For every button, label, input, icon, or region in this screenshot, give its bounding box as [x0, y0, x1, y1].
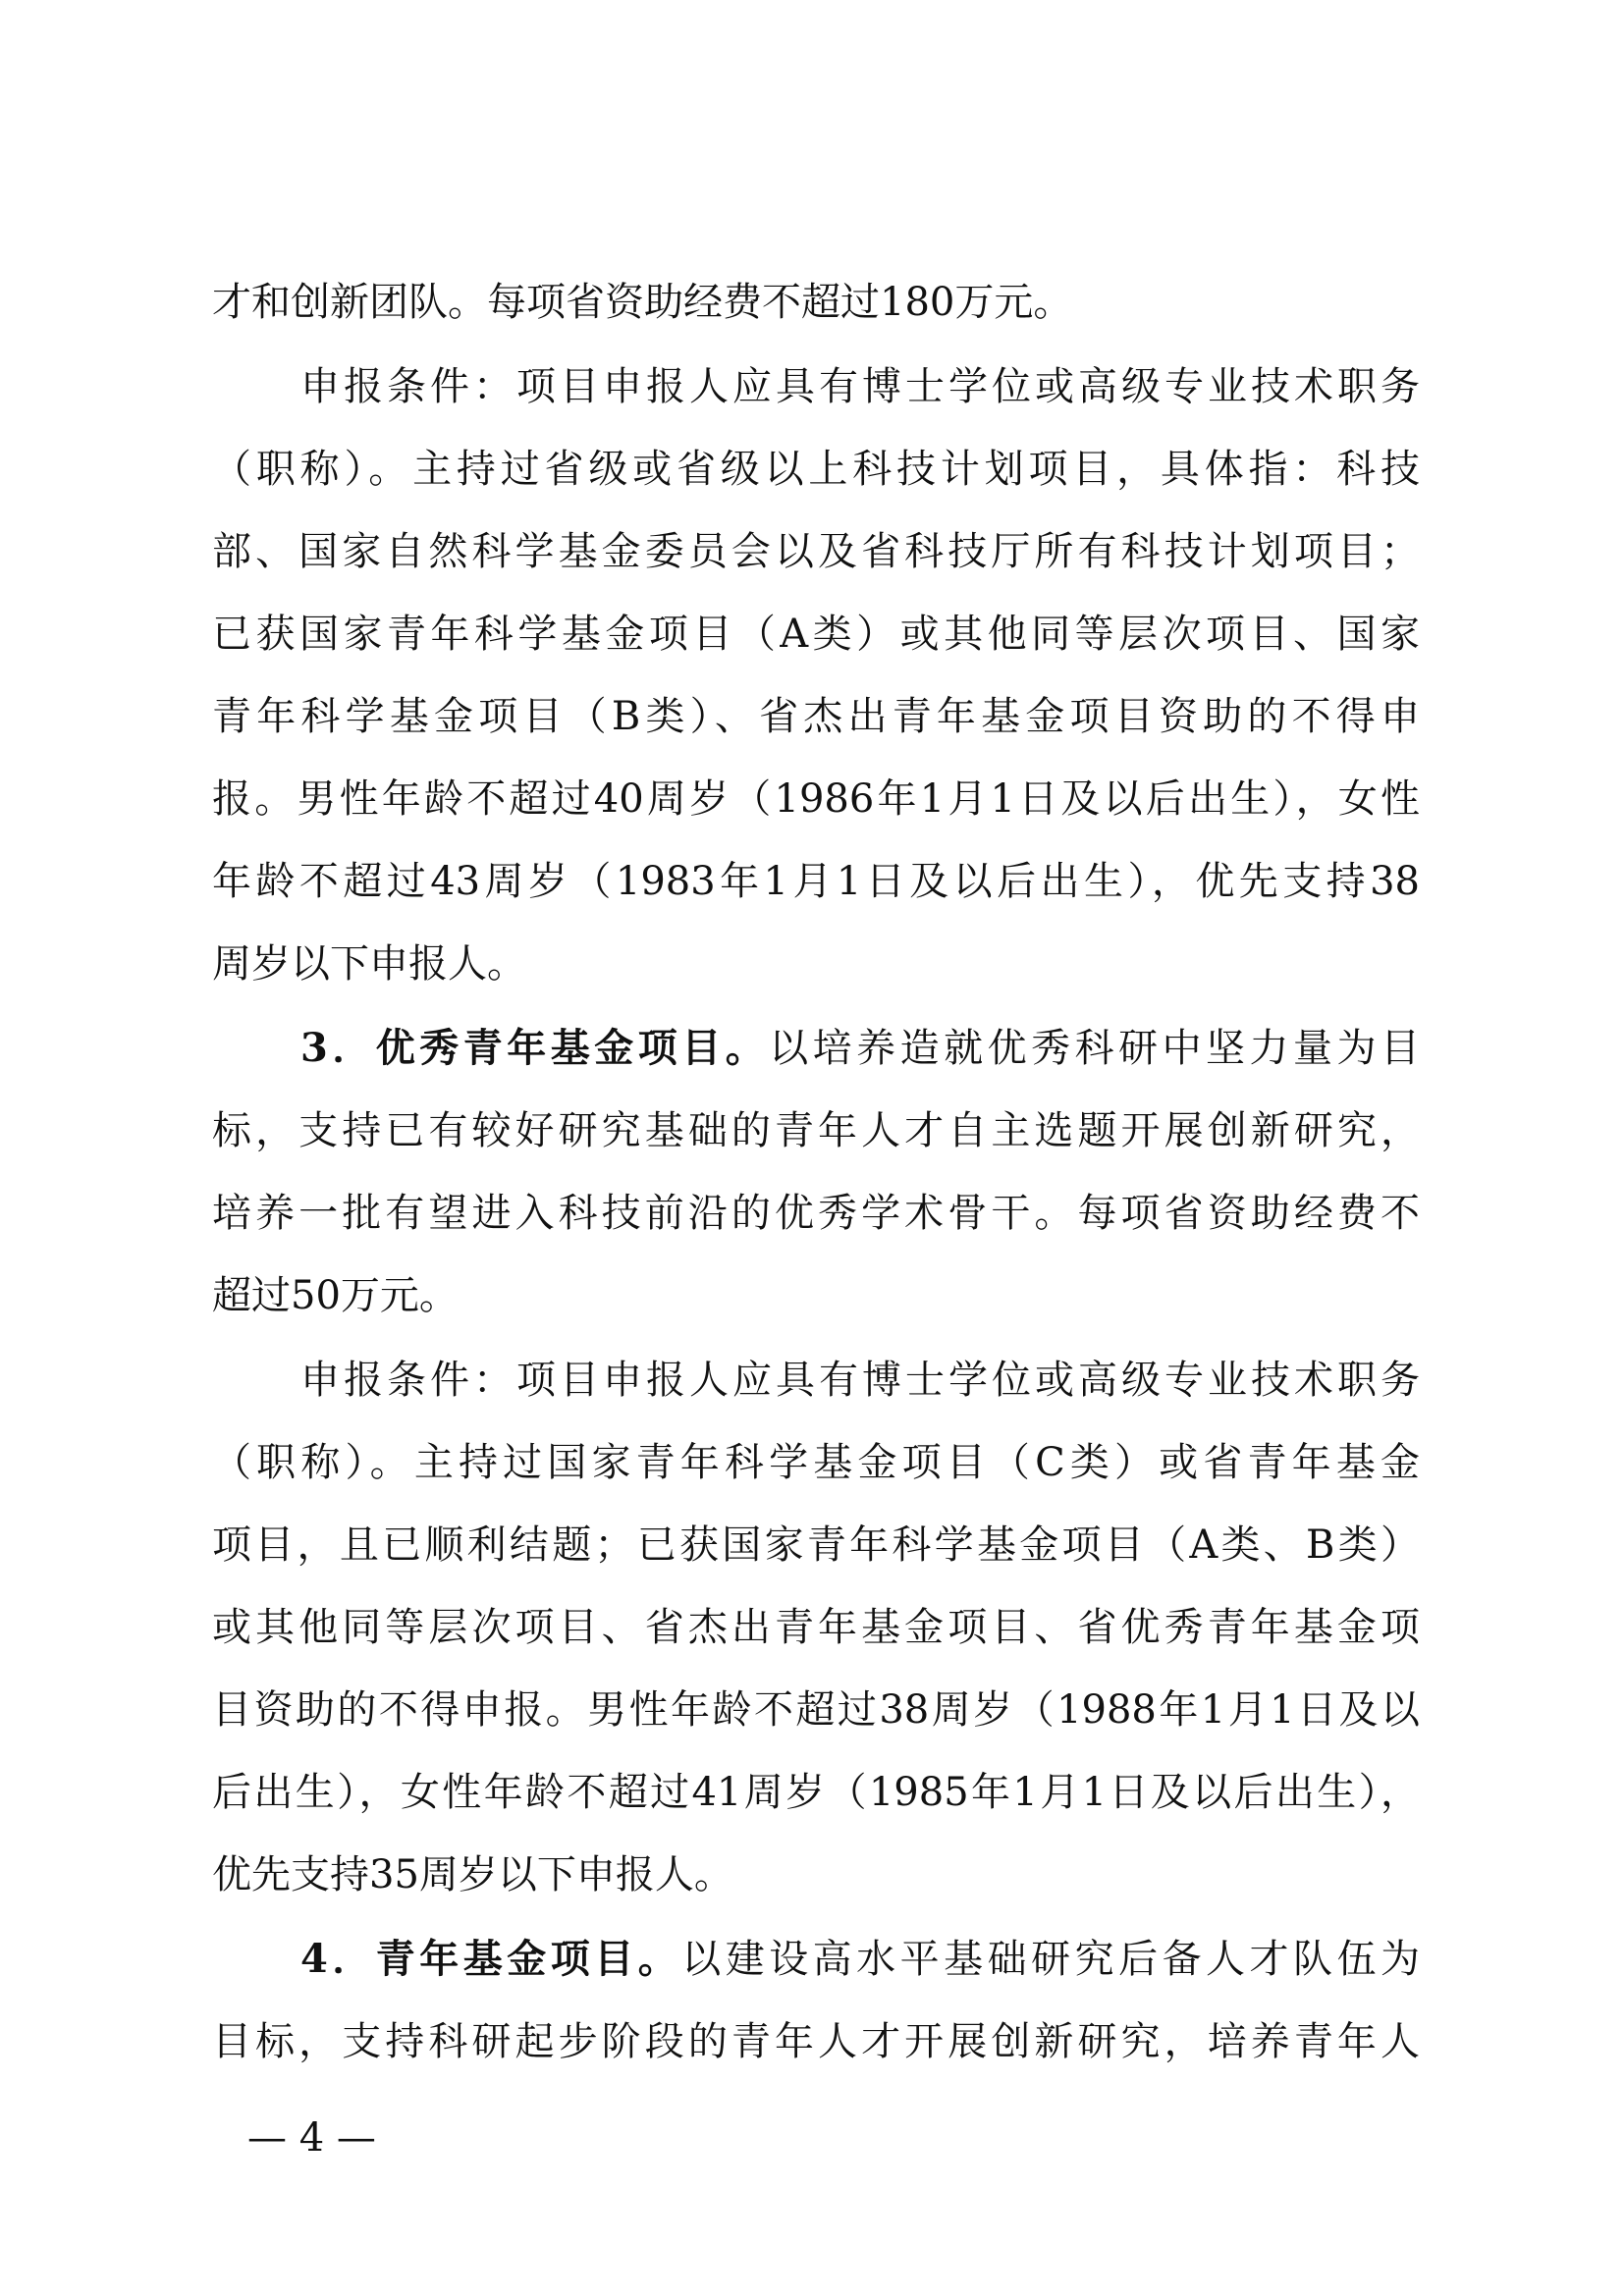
paragraph-line: 才和创新团队。每项省资助经费不超过180万元。	[212, 280, 1073, 325]
section-heading: 3．优秀青年基金项目。	[300, 1025, 770, 1071]
paragraph-line: 部、国家自然科学基金委员会以及省科技厅所有科技计划项目；	[212, 529, 1420, 574]
paragraph-line: 申报条件：项目申报人应具有博士学位或高级专业技术职务	[300, 364, 1420, 409]
paragraph-line: 周岁以下申报人。	[212, 941, 526, 987]
section-heading-line: 4．青年基金项目。以建设高水平基础研究后备人才队伍为	[300, 1936, 1420, 1982]
paragraph-line: 后出生），女性年龄不超过41周岁（1985年1月1日及以后出生），	[212, 1770, 1420, 1815]
paragraph-line: （职称）。主持过国家青年科学基金项目（C类）或省青年基金	[212, 1440, 1420, 1485]
paragraph-line: 申报条件：项目申报人应具有博士学位或高级专业技术职务	[300, 1358, 1420, 1403]
paragraph-line: 报。男性年龄不超过40周岁（1986年1月1日及以后出生），女性	[212, 776, 1420, 822]
page-number: — 4 —	[247, 2115, 376, 2161]
paragraph-line: 优先支持35周岁以下申报人。	[212, 1852, 733, 1897]
paragraph-line: 超过50万元。	[212, 1273, 459, 1318]
section-heading: 4．青年基金项目。	[300, 1936, 682, 1982]
paragraph-line: 已获国家青年科学基金项目（A类）或其他同等层次项目、国家	[212, 612, 1420, 657]
paragraph-line: 青年科学基金项目（B类）、省杰出青年基金项目资助的不得申	[212, 694, 1420, 739]
paragraph-line: 标，支持已有较好研究基础的青年人才自主选题开展创新研究，	[212, 1108, 1420, 1153]
paragraph-line: 年龄不超过43周岁（1983年1月1日及以后出生），优先支持38	[212, 859, 1420, 904]
paragraph-line: 目标，支持科研起步阶段的青年人才开展创新研究，培养青年人	[212, 2019, 1420, 2064]
paragraph-line: 或其他同等层次项目、省杰出青年基金项目、省优秀青年基金项	[212, 1605, 1420, 1650]
paragraph-line: 项目，且已顺利结题；已获国家青年科学基金项目（A类、B类）	[212, 1522, 1420, 1568]
section-heading-line: 3．优秀青年基金项目。以培养造就优秀科研中坚力量为目	[300, 1025, 1420, 1071]
paragraph-line: （职称）。主持过省级或省级以上科技计划项目，具体指：科技	[212, 447, 1420, 492]
paragraph-line: 目资助的不得申报。男性年龄不超过38周岁（1988年1月1日及以	[212, 1687, 1420, 1733]
paragraph-line: 培养一批有望进入科技前沿的优秀学术骨干。每项省资助经费不	[212, 1191, 1420, 1236]
